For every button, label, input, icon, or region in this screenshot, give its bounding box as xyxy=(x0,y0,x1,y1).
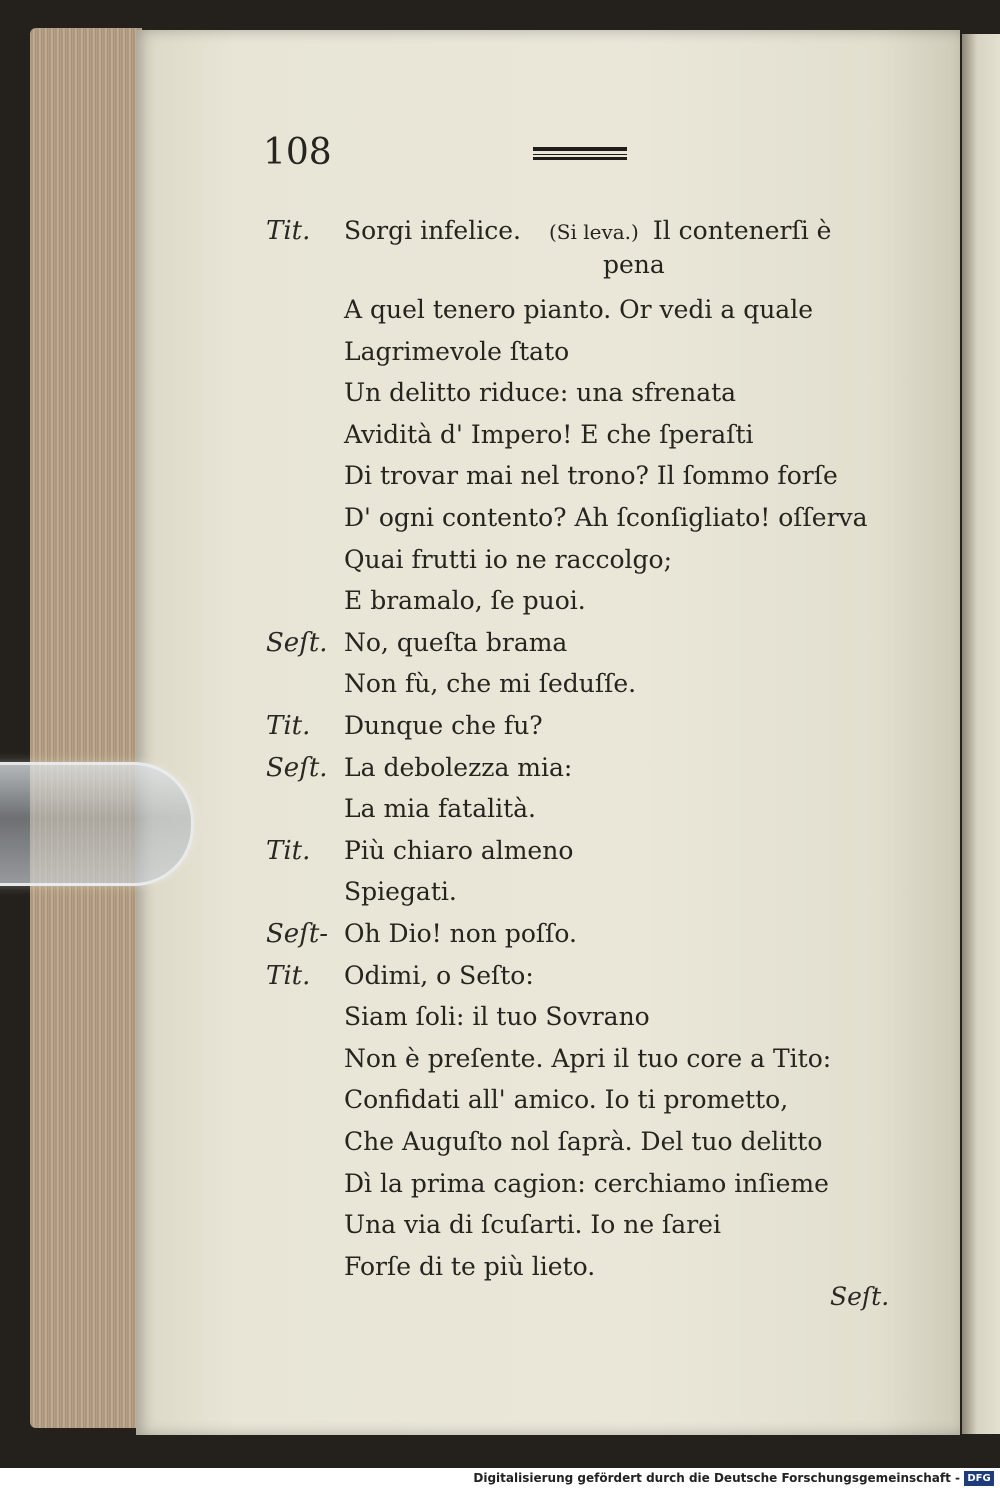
stage-direction: (Si leva.) xyxy=(548,220,639,244)
verse-line xyxy=(344,919,577,948)
verse-text: Un delitto riduce: una sfrenata xyxy=(344,378,737,408)
verse-line xyxy=(344,961,534,990)
verse-line xyxy=(344,836,573,865)
page-holder-clamp xyxy=(0,762,194,886)
facing-page-edge xyxy=(962,34,1000,1434)
verse-text: Quai frutti io ne raccolgo; xyxy=(344,544,673,574)
verse-line xyxy=(344,753,572,782)
verse-text: D' ogni contento? Ah ſconſigliato! oſſerva xyxy=(344,503,868,532)
verse-line xyxy=(344,1252,595,1281)
speaker-label: Tit. xyxy=(266,960,311,991)
footer-bar xyxy=(0,1468,1000,1490)
verse-line xyxy=(344,794,536,823)
verse-line xyxy=(344,1210,721,1239)
verse-text: Una via di ſcuſarti. Io ne ſarei xyxy=(344,1210,721,1240)
funding-notice: Digitalisierung gefördert durch die Deutsche Forschungsgemeinschaft - xyxy=(473,1471,960,1485)
speaker-label: Seſt. xyxy=(266,627,328,658)
verse-overflow: pena xyxy=(603,250,665,279)
verse-line xyxy=(344,1169,829,1198)
verse-text: La debolezza mia: xyxy=(344,752,573,782)
verse-line xyxy=(344,461,838,490)
verse-line xyxy=(344,711,543,740)
verse-text: No, queſta brama xyxy=(344,627,568,657)
verse-line xyxy=(344,877,457,906)
verse-text: Siam ſoli: il tuo Sovrano xyxy=(344,1002,650,1032)
verse-line xyxy=(344,1085,788,1114)
verse-text: Forſe di te più lieto. xyxy=(344,1251,596,1281)
speaker-label: Seſt- xyxy=(266,919,329,949)
verse-text: Oh Dio! non poſſo. xyxy=(344,919,577,948)
verse-line xyxy=(344,1127,822,1156)
speaker-label: Tit. xyxy=(266,711,311,741)
verse-text: Spiegati. xyxy=(344,877,457,907)
verse-text: Lagrimevole ſtato xyxy=(344,336,570,366)
verse-text: Confidati all' amico. Io ti prometto, xyxy=(344,1085,789,1115)
speaker-label: Tit. xyxy=(266,835,311,866)
dfg-logo: DFG xyxy=(964,1471,994,1486)
verse-text: Dì la prima cagion: cerchiamo inſieme xyxy=(344,1168,829,1198)
verse-text: Dunque che fu? xyxy=(344,711,543,740)
catchword: Seſt. xyxy=(830,1282,890,1311)
verse-text: Non fù, che mi ſeduſſe. xyxy=(344,669,637,699)
verse-text: A quel tenero pianto. Or vedi a quale xyxy=(344,295,813,324)
verse-line xyxy=(344,337,569,366)
verse-text: La mia fatalità. xyxy=(344,794,537,824)
verse-continuation: Il contenerſi è xyxy=(652,216,832,245)
verse-text: Avidità d' Impero! E che ſperaſti xyxy=(344,419,754,449)
speaker-label: Seſt. xyxy=(266,752,328,783)
speaker-label: Tit. xyxy=(266,216,311,246)
verse-text: Più chiaro almeno xyxy=(344,835,574,865)
verse-line xyxy=(344,669,636,698)
verse-line xyxy=(344,420,754,449)
page-number: 108 xyxy=(263,132,332,173)
verse-text: E bramalo, ſe puoi. xyxy=(344,586,586,616)
verse-line xyxy=(344,628,567,657)
verse-line xyxy=(344,1002,650,1031)
verse-text: Odimi, o Seſto: xyxy=(344,960,534,990)
header-ornament-rule xyxy=(533,147,627,160)
page-edges xyxy=(30,28,142,1428)
verse-line xyxy=(344,295,813,324)
verse-line xyxy=(344,378,736,407)
verse-line xyxy=(344,503,868,532)
verse-line xyxy=(344,586,586,615)
verse-line xyxy=(344,216,831,245)
verse-text: Che Auguſto nol ſaprà. Del tuo delitto xyxy=(344,1127,823,1156)
verse-line xyxy=(344,1044,831,1073)
verse-text: Non è preſente. Apri il tuo core a Tito: xyxy=(344,1043,832,1073)
verse-line xyxy=(344,545,672,574)
verse-text: Di trovar mai nel trono? Il ſommo forſe xyxy=(344,461,838,491)
verse-text: Sorgi infelice. xyxy=(344,216,521,245)
